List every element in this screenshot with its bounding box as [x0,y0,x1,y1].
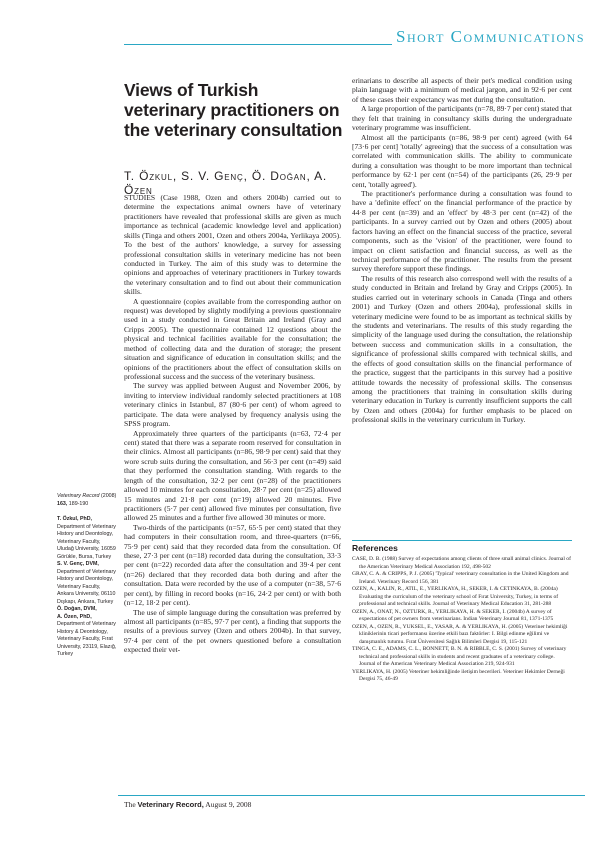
body-paragraph: A questionnaire (copies available from the corresponding author on request) was developed by slightly modifying a previous questionnaire used in a study conducted in Great Britain and Ireland (Gray and Cripps 2005). The questionnaire contained 12 questions about the physical and technical facilities available for the consultation; the method of collecting data and the duration of storage; the present situation and significance of education in consultation skills; and the opinions of the practitioners about the effect of consultation skills on professional success and the success of the veterinary business. [124,296,341,382]
reference-item [352,669,572,684]
left-column [124,193,341,655]
affiliation-line: T. Özkul, PhD, [57,516,93,522]
body-paragraph: The use of simple language during the consultation was preferred by almost all participants (n=85, 97·7 per cent), a finding that supports the results of a previous survey (Ozen and others 2004b). In that survey, 97·4 per cent of the pet owners questioned before a consultation expected their vet- [124,607,341,655]
reference-item [352,556,572,571]
reference-details: (2005) Veteriner hekimliği kliniklerinin ticari performansı üzerine etkili bazı faktörler: I. Bilgi edinme eğilimi ve danışmanlık tutumu. Fırat Üniversitesi Sağlık Bilimleri Dergisi 19, 115-121 [359,623,568,645]
reference-item [352,624,572,647]
reference-authors: GRAY, C. A. & CRIPPS, P. J. [352,571,418,577]
body-paragraph: A large proportion of the participants (n=78, 89·7 per cent) stated that they felt that training in consultancy skills during the undergraduate veterinary programme was insufficient. [352,104,572,133]
affiliation-line: Turkey [57,651,73,657]
body-paragraph: The practitioner's performance during a consultation was found to have a 'definite effect' on the financial performance of the practice by 44·8 per cent (n=39) and an 'effect' by 48·3 per cent (n=42) of the participants. In a survey carried out by Ozen and others (2005) about factors having an effect on the financial success of the practice, several components, such as the 'vision' of the practitioner, were found to impact on client satisfaction and financial success, as well as the technical performance of the practitioner. The results from the present survey therefore support these findings. [352,189,572,274]
article-authors: T. Özkul, S. V. Genç, Ö. Doğan, A. Özen [124,169,328,197]
footer-date: August 9, 2008 [205,800,252,809]
reference-item [352,586,572,609]
body-paragraph: The survey was applied between August and November 2006, by inviting to interview individual randomly selected practitioners at 108 veterinary clinics in Istanbul, 87 (80·6 per cent) of whom agreed to participate. The data were analysed by frequency analysis using the SPSS program. [124,381,341,429]
body-paragraph: Almost all the participants (n=86, 98·9 per cent) agreed (with 64 [73·6 per cent] 'totally' agreeing) that the success of a consultation was correlated with communication skills. The ability to communicate during a consultation was thought to be more important than technical performance by 62·1 per cent (n=54) of the participants (26, 29·9 per cent, 'totally agreed'). [352,132,572,189]
footer-journal: Veterinary Record, [137,800,204,809]
body-paragraph: STUDIES (Case 1988, Ozen and others 2004b) carried out to determine the expectations animal owners have of veterinary practitioners have revealed that professional skills are given as much importance as technical (academic knowledge level and application) skills (Tinga and others 2001, Ozen and others 2004a, Yerlikaya 2005). To the best of the authors' knowledge, a survey for assessing professional consultation skills in veterinary medicine has not been conducted in Turkey. The aim of this study was to determine the opinions and approaches of veterinary practitioners in Turkey towards the veterinary consultation and to find out about their communication skills. [124,193,341,297]
reference-authors: TINGA, C. E., ADAMS, C. L., BONNETT, B. N. & RIBBLE, C. S. [352,646,504,652]
affiliation-line: Veterinary Faculty, Fırat [57,636,113,642]
reference-authors: OZEN, A., KALIN, R., ATIL, E., YERLIKAYA, H., SEKER, I. & CETINKAYA, B. [352,586,540,592]
affiliation-line: Department of Veterinary [57,568,116,575]
citation-journal: Veterinary Record [57,493,100,499]
affiliation-line: Ankara University, 06110 [57,591,116,597]
affiliation-line: Görükle, Bursa, Turkey [57,553,112,560]
reference-details: (2004b) A survey of expectations of pet owners from veterinarians. Indian Veterinary Journal 81, 1371-1375 [359,608,554,622]
footer-prefix: The [124,800,136,809]
reference-details: (2005) 'Typical' veterinary consultation in the United Kingdom and Ireland. Veterinary Record 156, 381 [359,571,569,585]
body-paragraph: Approximately three quarters of the participants (n=63, 72·4 per cent) stated that there was a separate room reserved for consultation in their clinics. Almost all participants (n=86, 98·9 per cent) said that they wore scrub suits during the consultation, and 56·3 per cent (n=49) said that they performed the consultation standing. With regards to the length of the consultation, 32·2 per cent (n=28) of the practitioners allowed 10 minutes for each consultation, 28·7 per cent (n=25) allowed 15 minutes and 21·8 per cent (n=19) allowed 20 minutes. Five practitioners (5·7 per cent) allowed five minutes per consultation, five allowed 25 minutes and a further five allowed 30 minutes or more. [124,428,341,523]
page-footer [124,800,251,810]
reference-authors: CASE, D. B. [352,556,381,562]
reference-authors: OZEN, A., OZEN, R., YUKSEL, E., YASAR, A. & YERLIKAYA, H. [352,623,507,630]
reference-item [352,571,572,586]
affiliation-line: Ö. Doğan, DVM, [57,606,97,612]
affiliation-line: History and Deontology, [57,576,114,582]
citation-pages: 189-190 [68,500,89,507]
citation-year: (2008) [100,493,117,499]
section-title: Short Communications [392,27,585,47]
article-title: Views of Turkish veterinary practitioners on the veterinary consultation [124,80,343,140]
affiliation-line: History & Deontology, [57,628,108,635]
affiliation-line: Department of Veterinary [57,523,116,530]
reference-details: (2004a) Evaluating the curriculum of the veterinary school of Fırat University, Turkey, in terms of professional and technical skills. Journal of Veterinary Medical Education 31, 281-288 [359,586,559,607]
affiliation-line: History and Deontology, [57,531,114,537]
body-paragraph: erinarians to describe all aspects of their pet's medical condition using plain language with a minimum of medical jargon, and in 92·6 per cent of these cases their expectancy was met during the consultation. [352,76,572,104]
reference-details: (2001) Survey of veterinary technical and professional skills in students and recent graduates of a veterinary college. Journal of the American Veterinary Medical Association 219, 924-931 [359,646,567,667]
reference-authors: YERLIKAYA, H. [352,668,392,675]
affiliation-line: University, 23119, Elazığ, [57,643,117,650]
affiliation-line: S. V. Genç, DVM, [57,561,99,567]
references-heading: References [352,543,398,553]
affiliation-line: Veterinary Faculty, [57,538,101,545]
reference-item [352,646,572,669]
sidebar [57,493,123,659]
footer-rule [118,795,585,796]
references-list [352,556,572,684]
reference-details: (1988) Survey of expectations among clients of three small animal clinics. Journal of the American Veterinary Medical Association 192, 498-502 [359,556,571,570]
citation-volume: 163, [57,500,68,507]
references-rule [352,540,572,541]
citation [57,493,123,508]
affiliation-line: Uludağ University, 16059 [57,546,116,552]
affiliation-line: Dışkapı, Ankara, Turkey [57,598,114,605]
reference-item [352,609,572,624]
affiliation-line: Veterinary Faculty, [57,583,101,590]
right-column [352,76,572,425]
body-paragraph: The results of this research also correspond well with the results of a study conducted in Britain and Ireland by Gray and Cripps (2005). In studies carried out in veterinary schools in Canada (Tinga and others 2001) and Turkey (Ozen and others 2004a), professional skills in veterinary medicine were found to be as important as technical skills by the students and veterinarians. The results of this study regarding the simplicity of the language used during the consultation, the relationship between success and communication skills in a consultation, the significance of professional skills compared with technical skills, and the effects of good consultation skills on the financial performance of the practice, suggest that the participants in this survey had a positive attitude towards the necessity of professional skills. The consensus among the practitioners that training in consultation skills during veterinary education in Turkey is currently insufficient supports the call by Ozen and others (2004a) for further emphasis to be placed on professional skills in the veterinary curriculum in Turkey. [352,273,572,425]
reference-details: (2005) Veteriner hekimliğinde iletişim becerileri. Veteriner Hekimler Derneği Dergisi 75, 46-49 [359,668,565,682]
affiliation-line: A. Özen, PhD, [57,613,92,620]
body-paragraph: Two-thirds of the participants (n=57, 65·5 per cent) stated that they had computers in their consultation room, and three-quarters (n=66, 75·9 per cent) said that they recorded data from the consultation. Of these, 27·3 per cent (n=18) recorded data during the consultation, 33·3 per cent (n=22) recorded data after the consultation and 39·4 per cent (n=26) declared that they recorded data both during and after the consultation. Data were recorded by the use of a computer (n=38, 57·6 per cent), by filling in record books (n=16, 24·2 per cent) or with both (n=12, 18·2 per cent). [124,522,341,608]
author-affiliations [57,516,123,659]
affiliation-line: Department of Veterinary [57,621,116,627]
reference-authors: OZEN, A., ONAT, N., OZTURK, R., YERLIKAYA, H. & SEKER, I. [352,608,506,615]
